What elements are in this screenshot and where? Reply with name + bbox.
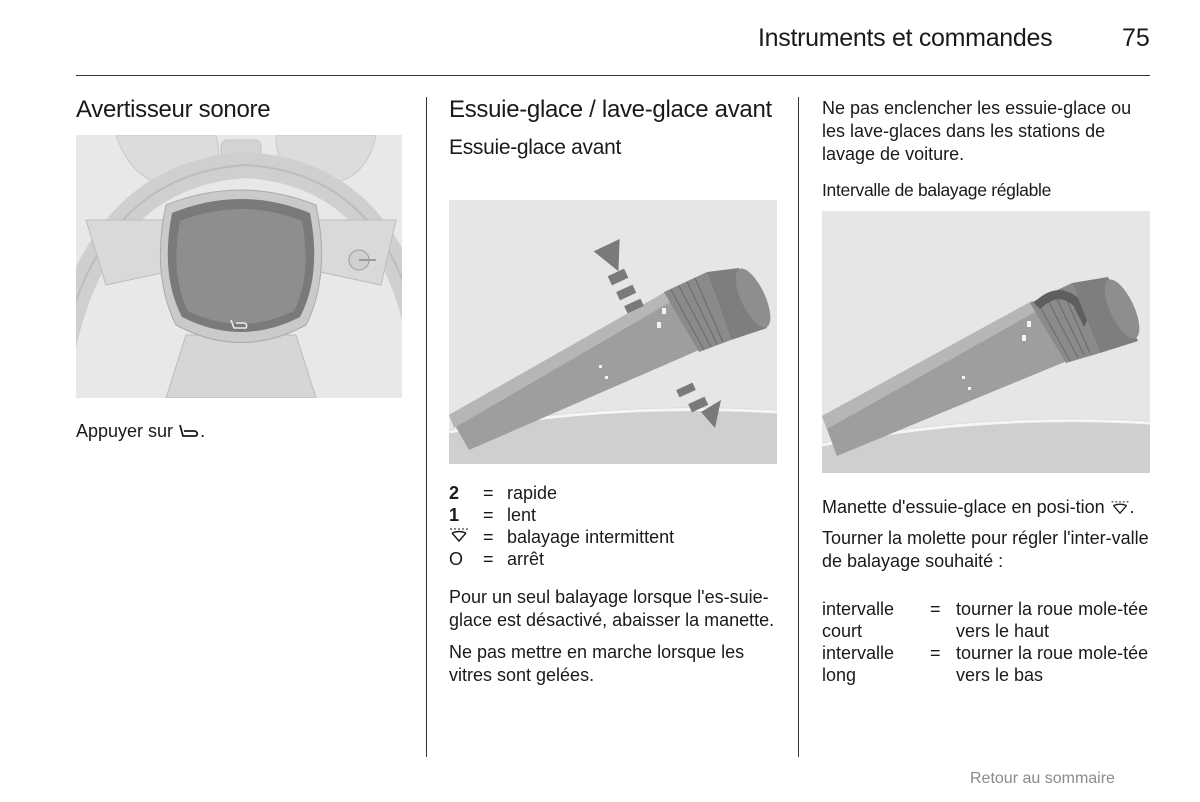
table-row: [822, 642, 1156, 686]
horn-icon: [178, 423, 200, 439]
column-interval: [822, 97, 1152, 201]
lever-position-text: Manette d'essuie-glace en posi-tion: [822, 497, 1105, 517]
intermittent-wiper-icon: [1110, 500, 1130, 515]
legend-row: [449, 482, 779, 504]
legend-equals: =: [483, 527, 494, 547]
column-horn: [76, 97, 406, 123]
interval-term: intervalle court: [822, 599, 895, 641]
legend-key: O: [449, 549, 464, 569]
interval-table: [822, 598, 1156, 686]
legend-text: rapide: [507, 483, 558, 503]
interval-description: tourner la roue mole-tée vers le haut: [956, 599, 1149, 641]
steering-wheel-illustration: [76, 135, 402, 398]
intermittent-wiper-icon: [449, 527, 469, 543]
table-row: [822, 598, 1156, 642]
paragraph-frozen-glass: Ne pas mettre en marche lorsque les vitres sont gelées.: [449, 642, 745, 685]
legend-equals: =: [483, 483, 494, 503]
interval-dial-illustration: [822, 211, 1150, 473]
legend-text: arrêt: [507, 549, 545, 569]
paragraph-turn-dial: Tourner la molette pour régler l'inter-valle de balayage souhaité :: [822, 528, 1149, 571]
section-heading-wipers: Essuie-glace / lave-glace avant: [449, 96, 772, 123]
legend-equals: =: [483, 505, 494, 525]
lever-position-suffix: .: [1129, 497, 1135, 517]
page-number: 75: [1122, 24, 1150, 52]
interval-description: tourner la roue mole-tée vers le bas: [956, 643, 1149, 685]
legend-row: [449, 548, 779, 570]
column-wipers: [449, 97, 779, 160]
legend-equals: =: [483, 549, 494, 569]
page-header-title: Instruments et commandes: [758, 24, 1053, 52]
interval-term: intervalle long: [822, 643, 895, 685]
wiper-speed-legend: [449, 482, 779, 570]
wiper-lever-illustration: [449, 200, 777, 464]
legend-key: 2: [449, 483, 460, 503]
header-divider: [76, 75, 1150, 76]
subheading-adjustable-interval: Intervalle de balayage réglable: [822, 180, 1052, 200]
legend-text: balayage intermittent: [507, 527, 675, 547]
subheading-front-wiper: Essuie-glace avant: [449, 136, 622, 159]
paragraph-lever-position: [822, 496, 1152, 519]
section-heading-horn: Avertisseur sonore: [76, 96, 271, 123]
paragraph-single-wipe: Pour un seul balayage lorsque l'es-suie-glace est désactivé, abaisser la manette.: [449, 587, 775, 630]
paragraph-car-wash: Ne pas enclencher les essuie-glace ou les lave-glaces dans les stations de lavage de voiture.: [822, 98, 1132, 164]
column-divider-2: [798, 97, 799, 757]
legend-row: [449, 526, 779, 548]
legend-text: lent: [507, 505, 537, 525]
horn-instruction-suffix: .: [200, 421, 206, 441]
wiper-notes: [449, 586, 781, 687]
legend-key: 1: [449, 505, 460, 525]
horn-instruction-prefix: Appuyer sur: [76, 421, 174, 441]
column-divider-1: [426, 97, 427, 757]
interval-equals: =: [930, 599, 941, 619]
back-to-contents-link[interactable]: Retour au sommaire: [970, 770, 1115, 787]
legend-row: [449, 504, 779, 526]
legend-key: [449, 526, 483, 548]
interval-equals: =: [930, 643, 941, 663]
horn-instruction: [76, 420, 406, 443]
interval-instructions: [822, 496, 1152, 573]
